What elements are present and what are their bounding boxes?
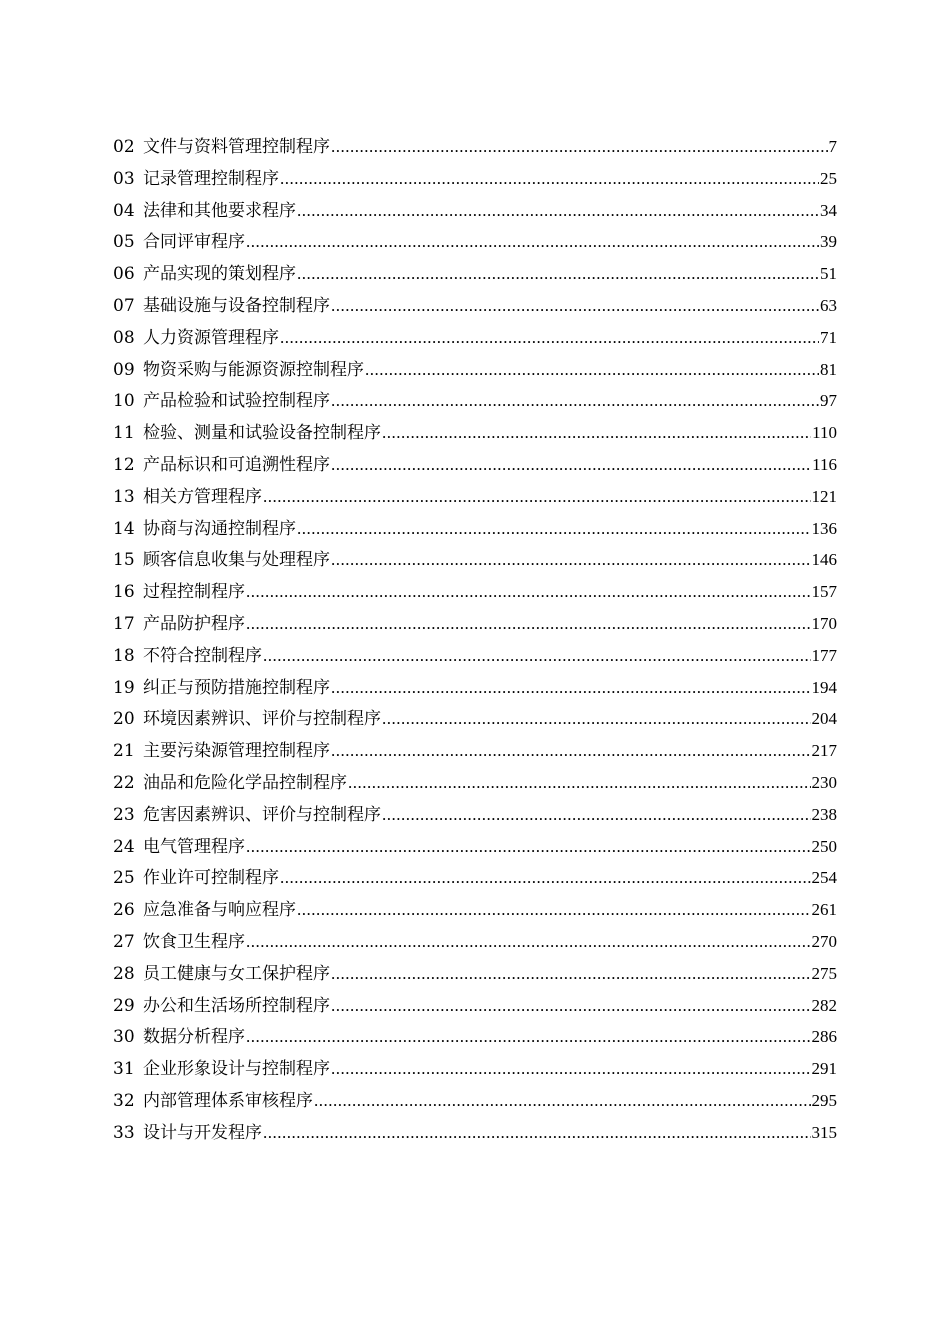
toc-entry[interactable] — [113, 831, 837, 863]
toc-entry-number: 16 — [113, 582, 135, 603]
toc-entry[interactable] — [113, 131, 837, 163]
toc-entry-title: 电气管理程序 — [143, 836, 245, 857]
toc-entry-number: 02 — [113, 137, 135, 157]
toc-dot-leader — [263, 640, 811, 672]
toc-entry-title: 人力资源管理程序 — [143, 327, 279, 348]
toc-dot-leader — [280, 862, 811, 894]
toc-entry[interactable] — [113, 926, 837, 958]
toc-entry[interactable] — [113, 290, 837, 322]
toc-entry-page-number: 81 — [820, 359, 837, 379]
toc-entry-page-number: 261 — [811, 900, 837, 920]
toc-entry-page-number: 230 — [811, 772, 837, 792]
toc-entry[interactable] — [113, 544, 837, 576]
toc-dot-leader — [246, 1021, 811, 1053]
toc-dot-leader — [331, 990, 811, 1022]
toc-entry-page-number: 71 — [820, 327, 837, 347]
toc-entry[interactable] — [113, 1021, 837, 1053]
toc-dot-leader — [297, 258, 819, 290]
toc-entry-title: 主要污染源管理控制程序 — [143, 741, 330, 762]
toc-entry-page-number: 63 — [820, 295, 837, 315]
toc-entry-number: 12 — [113, 454, 135, 475]
toc-dot-leader — [331, 1053, 811, 1085]
toc-entry-title: 产品防护程序 — [143, 613, 245, 634]
toc-entry-title: 基础设施与设备控制程序 — [143, 295, 330, 316]
toc-entry-title: 饮食卫生程序 — [143, 931, 245, 952]
toc-entry-title: 产品实现的策划程序 — [143, 264, 296, 285]
toc-entry-page-number: 25 — [820, 168, 837, 188]
toc-entry-page-number: 136 — [811, 518, 837, 538]
toc-entry[interactable] — [113, 576, 837, 608]
toc-entry-page-number: 170 — [811, 613, 837, 633]
toc-entry-number: 20 — [113, 709, 135, 730]
toc-entry[interactable] — [113, 799, 837, 831]
toc-entry[interactable] — [113, 703, 837, 735]
toc-entry-number: 14 — [113, 518, 135, 539]
toc-entry[interactable] — [113, 513, 837, 545]
toc-entry-number: 22 — [113, 772, 135, 793]
toc-entry-title: 员工健康与女工保护程序 — [143, 963, 330, 984]
toc-dot-leader — [331, 131, 828, 163]
toc-entry[interactable] — [113, 322, 837, 354]
toc-entry-number: 27 — [113, 931, 135, 952]
toc-entry-title: 企业形象设计与控制程序 — [143, 1059, 330, 1080]
toc-dot-leader — [382, 799, 811, 831]
toc-dot-leader — [280, 163, 819, 195]
toc-entry-page-number: 295 — [811, 1090, 837, 1110]
toc-entry-page-number: 110 — [812, 423, 837, 443]
toc-entry-page-number: 121 — [811, 486, 837, 506]
toc-entry-title: 设计与开发程序 — [143, 1122, 262, 1143]
toc-entry[interactable] — [113, 894, 837, 926]
toc-dot-leader — [365, 354, 819, 386]
toc-dot-leader — [246, 226, 819, 258]
toc-entry-page-number: 39 — [820, 232, 837, 252]
toc-dot-leader — [246, 608, 811, 640]
toc-dot-leader — [331, 958, 811, 990]
toc-dot-leader — [263, 1117, 811, 1149]
toc-entry-title: 记录管理控制程序 — [143, 168, 279, 189]
toc-entry[interactable] — [113, 990, 837, 1022]
toc-entry-title: 办公和生活场所控制程序 — [143, 995, 330, 1016]
toc-dot-leader — [314, 1085, 811, 1117]
toc-entry-number: 09 — [113, 359, 135, 380]
toc-entry-title: 物资采购与能源资源控制程序 — [143, 359, 364, 380]
toc-dot-leader — [297, 513, 811, 545]
toc-entry-page-number: 315 — [811, 1122, 837, 1142]
toc-dot-leader — [331, 385, 819, 417]
toc-entry-title: 产品检验和试验控制程序 — [143, 391, 330, 412]
table-of-contents — [113, 131, 837, 1149]
toc-entry-page-number: 270 — [811, 931, 837, 951]
toc-entry-title: 相关方管理程序 — [143, 486, 262, 507]
toc-entry-number: 15 — [113, 550, 135, 571]
toc-dot-leader — [246, 576, 811, 608]
toc-entry-number: 10 — [113, 391, 135, 412]
toc-entry-number: 26 — [113, 900, 135, 921]
toc-entry-page-number: 146 — [811, 550, 837, 570]
toc-entry-page-number: 286 — [811, 1027, 837, 1047]
toc-entry-number: 31 — [113, 1059, 135, 1080]
toc-entry-page-number: 250 — [811, 836, 837, 856]
toc-entry[interactable] — [113, 385, 837, 417]
toc-dot-leader — [280, 322, 819, 354]
toc-entry-number: 03 — [113, 168, 135, 189]
toc-entry-page-number: 238 — [811, 804, 837, 824]
toc-entry-title: 合同评审程序 — [143, 232, 245, 253]
toc-entry-title: 环境因素辨识、评价与控制程序 — [143, 709, 381, 730]
toc-entry-number: 29 — [113, 995, 135, 1016]
toc-entry-number: 28 — [113, 963, 135, 984]
toc-entry-title: 危害因素辨识、评价与控制程序 — [143, 804, 381, 825]
toc-dot-leader — [382, 703, 811, 735]
toc-entry-number: 13 — [113, 486, 135, 507]
toc-entry[interactable] — [113, 481, 837, 513]
toc-entry-number: 05 — [113, 232, 135, 253]
toc-entry-title: 作业许可控制程序 — [143, 868, 279, 889]
toc-entry-page-number: 51 — [820, 264, 837, 284]
toc-entry[interactable] — [113, 640, 837, 672]
toc-dot-leader — [246, 926, 811, 958]
toc-dot-leader — [297, 894, 811, 926]
toc-entry[interactable] — [113, 417, 837, 449]
toc-entry-number: 18 — [113, 645, 135, 666]
toc-entry[interactable] — [113, 608, 837, 640]
toc-entry-number: 30 — [113, 1027, 135, 1048]
toc-dot-leader — [331, 672, 811, 704]
toc-entry-number: 11 — [113, 423, 135, 444]
toc-entry[interactable] — [113, 258, 837, 290]
toc-entry[interactable] — [113, 226, 837, 258]
toc-entry-title: 顾客信息收集与处理程序 — [143, 550, 330, 571]
toc-dot-leader — [331, 290, 819, 322]
toc-entry-number: 06 — [113, 264, 135, 285]
toc-entry[interactable] — [113, 163, 837, 195]
toc-entry-number: 17 — [113, 613, 135, 634]
toc-entry[interactable] — [113, 735, 837, 767]
toc-entry-number: 07 — [113, 295, 135, 316]
toc-entry-number: 24 — [113, 836, 135, 857]
toc-entry-title: 检验、测量和试验设备控制程序 — [143, 423, 381, 444]
toc-entry-title: 内部管理体系审核程序 — [143, 1090, 313, 1111]
toc-entry[interactable] — [113, 449, 837, 481]
toc-entry[interactable] — [113, 195, 837, 227]
toc-entry-title: 协商与沟通控制程序 — [143, 518, 296, 539]
toc-entry[interactable] — [113, 354, 837, 386]
toc-entry-number: 21 — [113, 741, 135, 762]
toc-entry-number: 23 — [113, 804, 135, 825]
toc-entry-title: 不符合控制程序 — [143, 645, 262, 666]
toc-entry-title: 过程控制程序 — [143, 582, 245, 603]
toc-entry-title: 产品标识和可追溯性程序 — [143, 454, 330, 475]
toc-entry[interactable] — [113, 1117, 837, 1149]
toc-entry-page-number: 275 — [811, 963, 837, 983]
toc-dot-leader — [246, 831, 811, 863]
toc-entry-page-number: 282 — [811, 995, 837, 1015]
toc-entry-title: 纠正与预防措施控制程序 — [143, 677, 330, 698]
toc-dot-leader — [382, 417, 811, 449]
toc-entry[interactable] — [113, 862, 837, 894]
toc-entry-page-number: 291 — [811, 1059, 837, 1079]
toc-entry[interactable] — [113, 672, 837, 704]
toc-entry-page-number: 7 — [828, 137, 837, 156]
toc-entry-title: 法律和其他要求程序 — [143, 200, 296, 221]
toc-entry-page-number: 97 — [820, 391, 837, 411]
toc-entry-number: 19 — [113, 677, 135, 698]
toc-entry-title: 应急准备与响应程序 — [143, 900, 296, 921]
toc-entry-number: 33 — [113, 1122, 135, 1143]
toc-entry-page-number: 204 — [811, 709, 837, 729]
toc-entry[interactable] — [113, 1053, 837, 1085]
toc-entry-page-number: 116 — [812, 454, 837, 474]
toc-entry-number: 04 — [113, 200, 135, 221]
toc-dot-leader — [348, 767, 811, 799]
toc-dot-leader — [331, 544, 811, 576]
toc-entry-page-number: 254 — [811, 868, 837, 888]
toc-dot-leader — [331, 735, 811, 767]
toc-entry-title: 数据分析程序 — [143, 1027, 245, 1048]
toc-entry-number: 32 — [113, 1090, 135, 1111]
toc-entry[interactable] — [113, 958, 837, 990]
toc-dot-leader — [297, 195, 819, 227]
toc-entry-title: 油品和危险化学品控制程序 — [143, 772, 347, 793]
toc-entry-number: 08 — [113, 327, 135, 348]
toc-entry-title: 文件与资料管理控制程序 — [143, 137, 330, 157]
toc-entry-number: 25 — [113, 868, 135, 889]
toc-dot-leader — [331, 449, 811, 481]
toc-entry-page-number: 34 — [820, 200, 837, 220]
toc-entry-page-number: 157 — [811, 582, 837, 602]
toc-entry-page-number: 217 — [811, 741, 837, 761]
toc-dot-leader — [263, 481, 811, 513]
toc-entry-page-number: 194 — [811, 677, 837, 697]
toc-entry[interactable] — [113, 767, 837, 799]
toc-entry-page-number: 177 — [811, 645, 837, 665]
toc-entry[interactable] — [113, 1085, 837, 1117]
